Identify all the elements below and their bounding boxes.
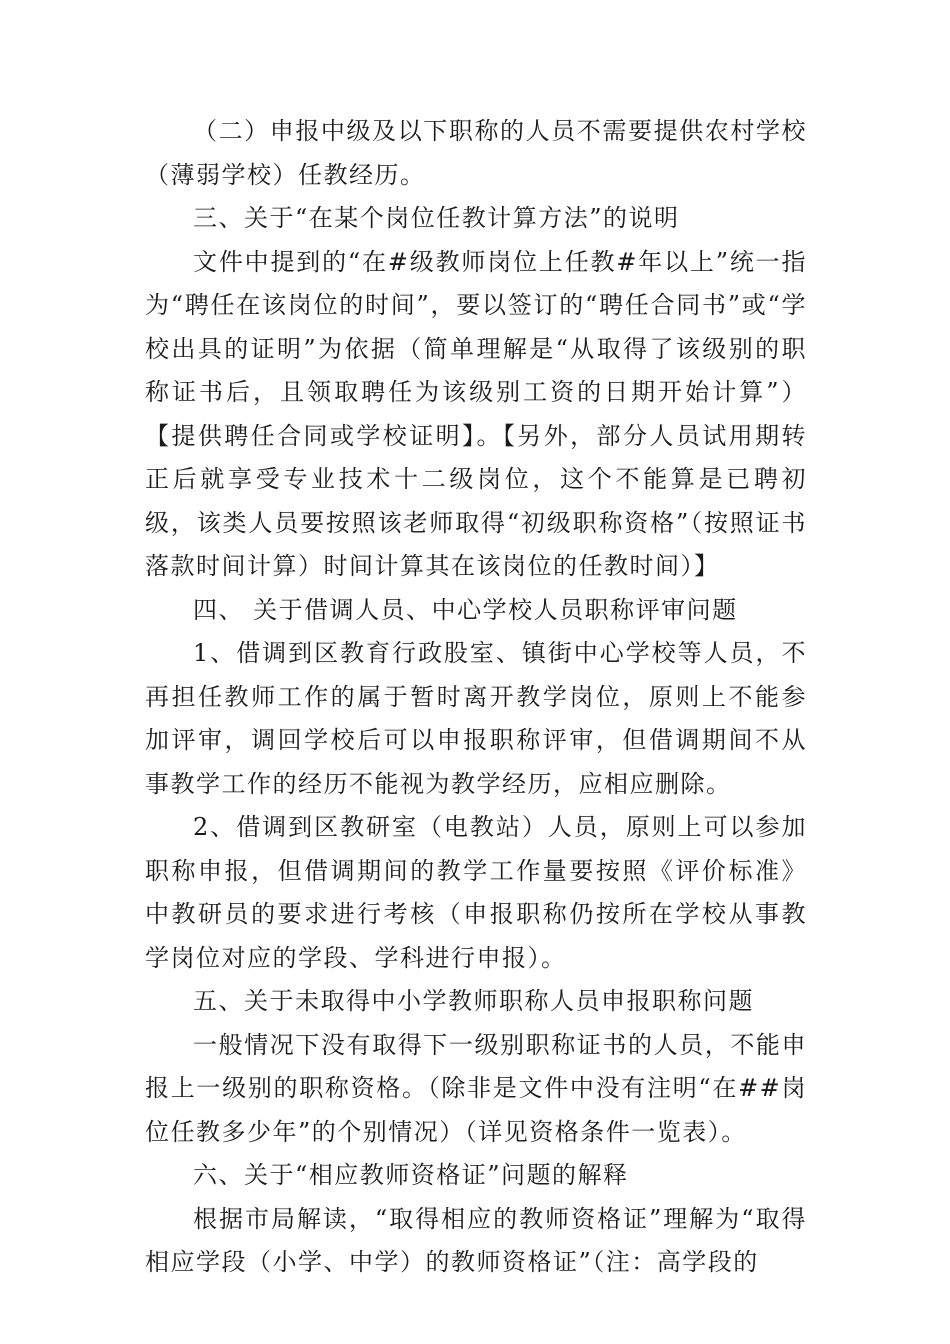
paragraph-seconded-staff-2: 2、借调到区教研室（电教站）人员，原则上可以参加职称申报，但借调期间的教学工作量要按照《评价标准》中教研员的要求进行考核（申报职称仍按所在学校从事教学岗位对应的学段、学科进行申报）。 (145, 813, 807, 972)
paragraph-rural-experience: （二）申报中级及以下职称的人员不需要提供农村学校（薄弱学校）任教经历。 (145, 117, 807, 189)
heading-section-six: 六、关于“相应教师资格证”问题的解释 (193, 1161, 629, 1189)
paragraph-teacher-certificate: 根据市局解读，“取得相应的教师资格证”理解为“取得相应学段（小学、中学）的教师资格证”（注：高学段的 (145, 1204, 807, 1276)
document-body (145, 110, 807, 1285)
heading-section-five: 五、关于未取得中小学教师职称人员申报职称问题 (193, 987, 754, 1015)
heading-section-four: 四、 关于借调人员、中心学校人员职称评审问题 (193, 595, 738, 624)
paragraph-seconded-staff-1: 1、借调到区教育行政股室、镇街中心学校等人员，不再担任教师工作的属于暂时离开教学岗位，原则上不能参加评审，调回学校后可以申报职称评审，但借调期间不从事教学工作的经历不能视为教学经历，应相应删除。 (145, 639, 807, 798)
paragraph-no-title-staff: 一般情况下没有取得下一级别职称证书的人员，不能申报上一级别的职称资格。（除非是文件中没有注明“在##岗位任教多少年”的个别情况）（详见资格条件一览表）。 (145, 1030, 807, 1146)
paragraph-calculation-method: 文件中提到的“在#级教师岗位上任教#年以上”统一指为“聘任在该岗位的时间”，要以签订的“聘任合同书”或“学校出具的证明”为依据（简单理解是“从取得了该级别的职称证书后，且领取聘任为该级别工资的日期开始计算”）【提供聘任合同或学校证明】。【另外，部分人员试用期转正后就享受专业技术十二级岗位，这个不能算是已聘初级，该类人员要按照该老师取得“初级职称资格”（按照证书落款时间计算）时间计算其在该岗位的任教时间）】 (145, 247, 807, 580)
heading-section-three: 三、关于“在某个岗位任教计算方法”的说明 (193, 204, 680, 232)
